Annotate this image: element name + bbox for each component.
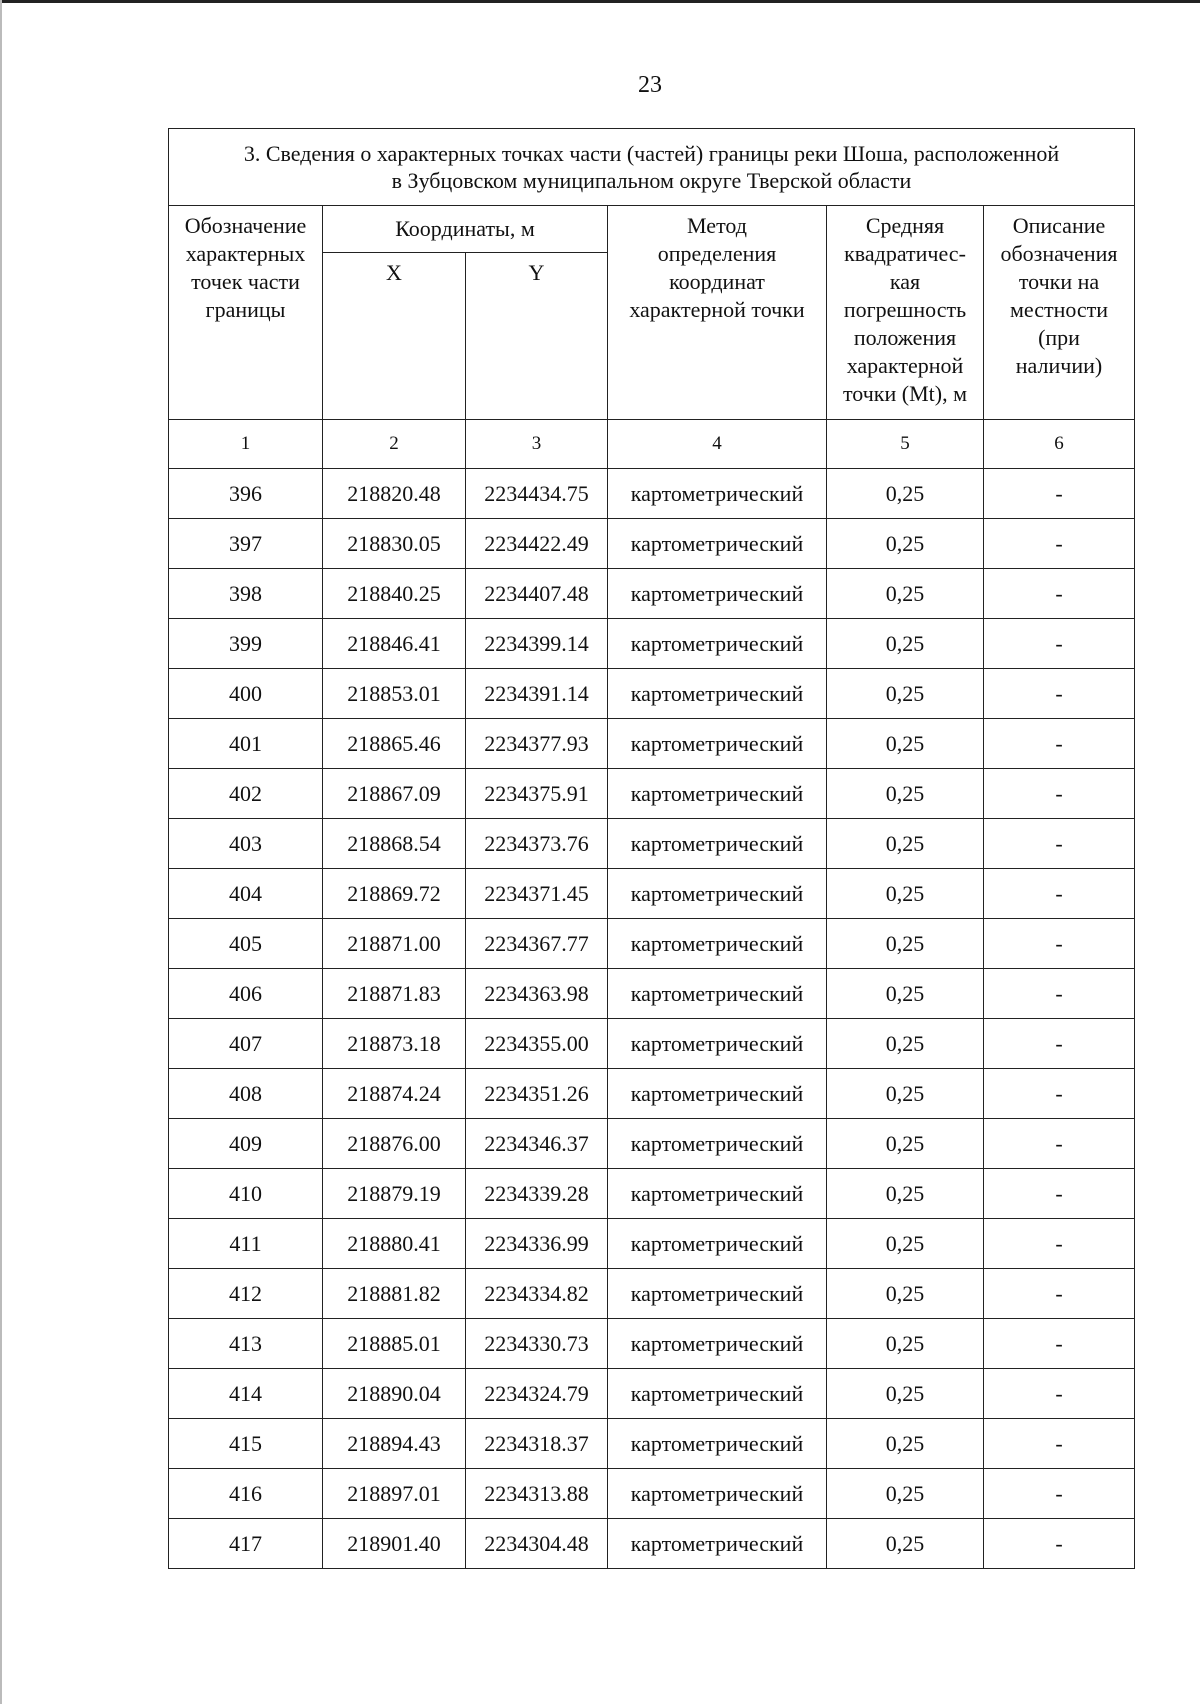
error-cell: 0,25: [827, 1219, 984, 1269]
table-row: [169, 669, 1135, 719]
column-number: 3: [466, 420, 608, 469]
description-cell: -: [984, 1169, 1135, 1219]
point-number-cell: 415: [169, 1419, 323, 1469]
table-row: [169, 819, 1135, 869]
method-cell: картометрический: [608, 969, 827, 1019]
method-cell: картометрический: [608, 1169, 827, 1219]
header-error-line: Средняя: [865, 213, 945, 238]
table-row: [169, 769, 1135, 819]
description-cell: -: [984, 1419, 1135, 1469]
x-coordinate-cell: 218830.05: [323, 519, 466, 569]
table-row: [169, 1169, 1135, 1219]
description-cell: -: [984, 1069, 1135, 1119]
point-number-cell: 401: [169, 719, 323, 769]
x-coordinate-cell: 218868.54: [323, 819, 466, 869]
method-cell: картометрический: [608, 1219, 827, 1269]
method-cell: картометрический: [608, 619, 827, 669]
description-cell: -: [984, 869, 1135, 919]
error-cell: 0,25: [827, 819, 984, 869]
point-number-cell: 405: [169, 919, 323, 969]
table-title: [169, 129, 1135, 206]
method-cell: картометрический: [608, 1269, 827, 1319]
description-cell: -: [984, 619, 1135, 669]
method-cell: картометрический: [608, 1119, 827, 1169]
error-cell: 0,25: [827, 519, 984, 569]
x-coordinate-cell: 218871.83: [323, 969, 466, 1019]
y-coordinate-cell: 2234336.99: [466, 1219, 608, 1269]
x-coordinate-cell: 218890.04: [323, 1369, 466, 1419]
y-coordinate-cell: 2234304.48: [466, 1519, 608, 1569]
header-point-designation-line: Обозначение: [184, 213, 307, 238]
y-coordinate-cell: 2234363.98: [466, 969, 608, 1019]
error-cell: 0,25: [827, 469, 984, 519]
description-cell: -: [984, 669, 1135, 719]
description-cell: -: [984, 969, 1135, 1019]
y-coordinate-cell: 2234330.73: [466, 1319, 608, 1369]
method-cell: картометрический: [608, 1019, 827, 1069]
header-error-line: положения: [853, 325, 957, 350]
y-coordinate-cell: 2234371.45: [466, 869, 608, 919]
table-body: [169, 469, 1135, 1569]
table-row: [169, 919, 1135, 969]
table-title-line1: 3. Сведения о характерных точках части (частей) границы реки Шоша, расположенной: [243, 141, 1060, 166]
x-coordinate-cell: 218879.19: [323, 1169, 466, 1219]
header-description-line: (при: [1038, 325, 1080, 350]
x-coordinate-cell: 218869.72: [323, 869, 466, 919]
error-cell: 0,25: [827, 569, 984, 619]
error-cell: 0,25: [827, 969, 984, 1019]
header-point-designation-line: границы: [205, 297, 286, 322]
column-number: 2: [323, 420, 466, 469]
x-coordinate-cell: 218885.01: [323, 1319, 466, 1369]
column-number: 4: [608, 420, 827, 469]
x-coordinate-cell: 218876.00: [323, 1119, 466, 1169]
y-coordinate-cell: 2234339.28: [466, 1169, 608, 1219]
point-number-cell: 399: [169, 619, 323, 669]
y-coordinate-cell: 2234355.00: [466, 1019, 608, 1069]
header-error-line: квадратичес-: [844, 241, 966, 266]
x-coordinate-cell: 218897.01: [323, 1469, 466, 1519]
error-cell: 0,25: [827, 1519, 984, 1569]
description-cell: -: [984, 569, 1135, 619]
table-row: [169, 1369, 1135, 1419]
y-coordinate-cell: 2234313.88: [466, 1469, 608, 1519]
method-cell: картометрический: [608, 719, 827, 769]
description-cell: -: [984, 1369, 1135, 1419]
description-cell: -: [984, 719, 1135, 769]
point-number-cell: 403: [169, 819, 323, 869]
point-number-cell: 414: [169, 1369, 323, 1419]
description-cell: -: [984, 1019, 1135, 1069]
method-cell: картометрический: [608, 819, 827, 869]
header-method: [608, 206, 827, 420]
y-coordinate-cell: 2234346.37: [466, 1119, 608, 1169]
header-description-line: обозначения: [1000, 241, 1118, 266]
method-cell: картометрический: [608, 1069, 827, 1119]
table-row: [169, 519, 1135, 569]
method-cell: картометрический: [608, 669, 827, 719]
table-row: [169, 969, 1135, 1019]
point-number-cell: 411: [169, 1219, 323, 1269]
column-number: 1: [169, 420, 323, 469]
page-number: 23: [638, 72, 662, 98]
point-number-cell: 407: [169, 1019, 323, 1069]
x-coordinate-cell: 218901.40: [323, 1519, 466, 1569]
description-cell: -: [984, 919, 1135, 969]
table-row: [169, 719, 1135, 769]
error-cell: 0,25: [827, 1119, 984, 1169]
error-cell: 0,25: [827, 1369, 984, 1419]
header-error-line: точки (Mt), м: [842, 381, 968, 406]
point-number-cell: 397: [169, 519, 323, 569]
table-row: [169, 1319, 1135, 1369]
column-number: 6: [984, 420, 1135, 469]
y-coordinate-cell: 2234377.93: [466, 719, 608, 769]
x-coordinate-cell: 218840.25: [323, 569, 466, 619]
header-description: [984, 206, 1135, 420]
error-cell: 0,25: [827, 669, 984, 719]
error-cell: 0,25: [827, 719, 984, 769]
point-number-cell: 412: [169, 1269, 323, 1319]
error-cell: 0,25: [827, 1319, 984, 1369]
point-number-cell: 402: [169, 769, 323, 819]
y-coordinate-cell: 2234422.49: [466, 519, 608, 569]
x-coordinate-cell: 218865.46: [323, 719, 466, 769]
point-number-cell: 416: [169, 1469, 323, 1519]
y-coordinate-cell: 2234373.76: [466, 819, 608, 869]
description-cell: -: [984, 1219, 1135, 1269]
error-cell: 0,25: [827, 1069, 984, 1119]
method-cell: картометрический: [608, 1469, 827, 1519]
header-point-designation-line: характерных: [185, 241, 306, 266]
table-row: [169, 1219, 1135, 1269]
y-coordinate-cell: 2234318.37: [466, 1419, 608, 1469]
description-cell: -: [984, 1469, 1135, 1519]
point-number-cell: 413: [169, 1319, 323, 1369]
boundary-points-table: [168, 128, 1135, 1569]
method-cell: картометрический: [608, 919, 827, 969]
x-coordinate-cell: 218874.24: [323, 1069, 466, 1119]
y-coordinate-cell: 2234324.79: [466, 1369, 608, 1419]
header-x: X: [323, 253, 466, 420]
method-cell: картометрический: [608, 1319, 827, 1369]
page-left-edge: [0, 0, 2, 1704]
method-cell: картометрический: [608, 469, 827, 519]
table-row: [169, 619, 1135, 669]
table-row: [169, 1419, 1135, 1469]
table-row: [169, 1019, 1135, 1069]
header-error-line: кая: [889, 269, 921, 294]
header-point-designation-line: точек части: [191, 269, 300, 294]
method-cell: картометрический: [608, 869, 827, 919]
x-coordinate-cell: 218846.41: [323, 619, 466, 669]
error-cell: 0,25: [827, 1019, 984, 1069]
table-row: [169, 1069, 1135, 1119]
description-cell: -: [984, 1319, 1135, 1369]
point-number-cell: 400: [169, 669, 323, 719]
table-row: [169, 1119, 1135, 1169]
description-cell: -: [984, 769, 1135, 819]
description-cell: -: [984, 519, 1135, 569]
description-cell: -: [984, 469, 1135, 519]
error-cell: 0,25: [827, 1419, 984, 1469]
header-method-line: Метод: [687, 213, 747, 238]
header-coordinates-group: Координаты, м: [323, 206, 608, 253]
method-cell: картометрический: [608, 1519, 827, 1569]
error-cell: 0,25: [827, 869, 984, 919]
error-cell: 0,25: [827, 1169, 984, 1219]
point-number-cell: 398: [169, 569, 323, 619]
point-number-cell: 410: [169, 1169, 323, 1219]
y-coordinate-cell: 2234334.82: [466, 1269, 608, 1319]
table-row: [169, 1469, 1135, 1519]
description-cell: -: [984, 1119, 1135, 1169]
y-coordinate-cell: 2234434.75: [466, 469, 608, 519]
header-mean-square-error: [827, 206, 984, 420]
x-coordinate-cell: 218873.18: [323, 1019, 466, 1069]
y-coordinate-cell: 2234391.14: [466, 669, 608, 719]
method-cell: картометрический: [608, 1369, 827, 1419]
description-cell: -: [984, 1519, 1135, 1569]
header-method-line: характерной точки: [629, 297, 805, 322]
y-coordinate-cell: 2234367.77: [466, 919, 608, 969]
method-cell: картометрический: [608, 569, 827, 619]
table-row: [169, 869, 1135, 919]
point-number-cell: 409: [169, 1119, 323, 1169]
y-coordinate-cell: 2234399.14: [466, 619, 608, 669]
description-cell: -: [984, 1269, 1135, 1319]
error-cell: 0,25: [827, 1269, 984, 1319]
x-coordinate-cell: 218894.43: [323, 1419, 466, 1469]
error-cell: 0,25: [827, 919, 984, 969]
y-coordinate-cell: 2234407.48: [466, 569, 608, 619]
table-row: [169, 1269, 1135, 1319]
header-description-line: Описание: [1012, 213, 1106, 238]
method-cell: картометрический: [608, 519, 827, 569]
x-coordinate-cell: 218820.48: [323, 469, 466, 519]
x-coordinate-cell: 218853.01: [323, 669, 466, 719]
error-cell: 0,25: [827, 769, 984, 819]
y-coordinate-cell: 2234351.26: [466, 1069, 608, 1119]
column-number: 5: [827, 420, 984, 469]
description-cell: -: [984, 819, 1135, 869]
header-error-line: погрешность: [843, 297, 967, 322]
error-cell: 0,25: [827, 1469, 984, 1519]
page-top-edge: [0, 0, 1200, 3]
x-coordinate-cell: 218881.82: [323, 1269, 466, 1319]
header-point-designation: [169, 206, 323, 420]
point-number-cell: 417: [169, 1519, 323, 1569]
header-description-line: местности: [1009, 297, 1109, 322]
point-number-cell: 408: [169, 1069, 323, 1119]
header-description-line: наличии): [1015, 353, 1103, 378]
table-row: [169, 1519, 1135, 1569]
point-number-cell: 404: [169, 869, 323, 919]
x-coordinate-cell: 218867.09: [323, 769, 466, 819]
point-number-cell: 396: [169, 469, 323, 519]
table-row: [169, 469, 1135, 519]
header-method-line: координат: [669, 269, 765, 294]
header-error-line: характерной: [846, 353, 964, 378]
table-title-line2: в Зубцовском муниципальном округе Тверской области: [391, 168, 912, 193]
x-coordinate-cell: 218871.00: [323, 919, 466, 969]
method-cell: картометрический: [608, 1419, 827, 1469]
method-cell: картометрический: [608, 769, 827, 819]
x-coordinate-cell: 218880.41: [323, 1219, 466, 1269]
error-cell: 0,25: [827, 619, 984, 669]
column-numbers-row: [169, 420, 1135, 469]
point-number-cell: 406: [169, 969, 323, 1019]
header-method-line: определения: [657, 241, 777, 266]
header-y: Y: [466, 253, 608, 420]
table-row: [169, 569, 1135, 619]
header-description-line: точки на: [1018, 269, 1100, 294]
y-coordinate-cell: 2234375.91: [466, 769, 608, 819]
